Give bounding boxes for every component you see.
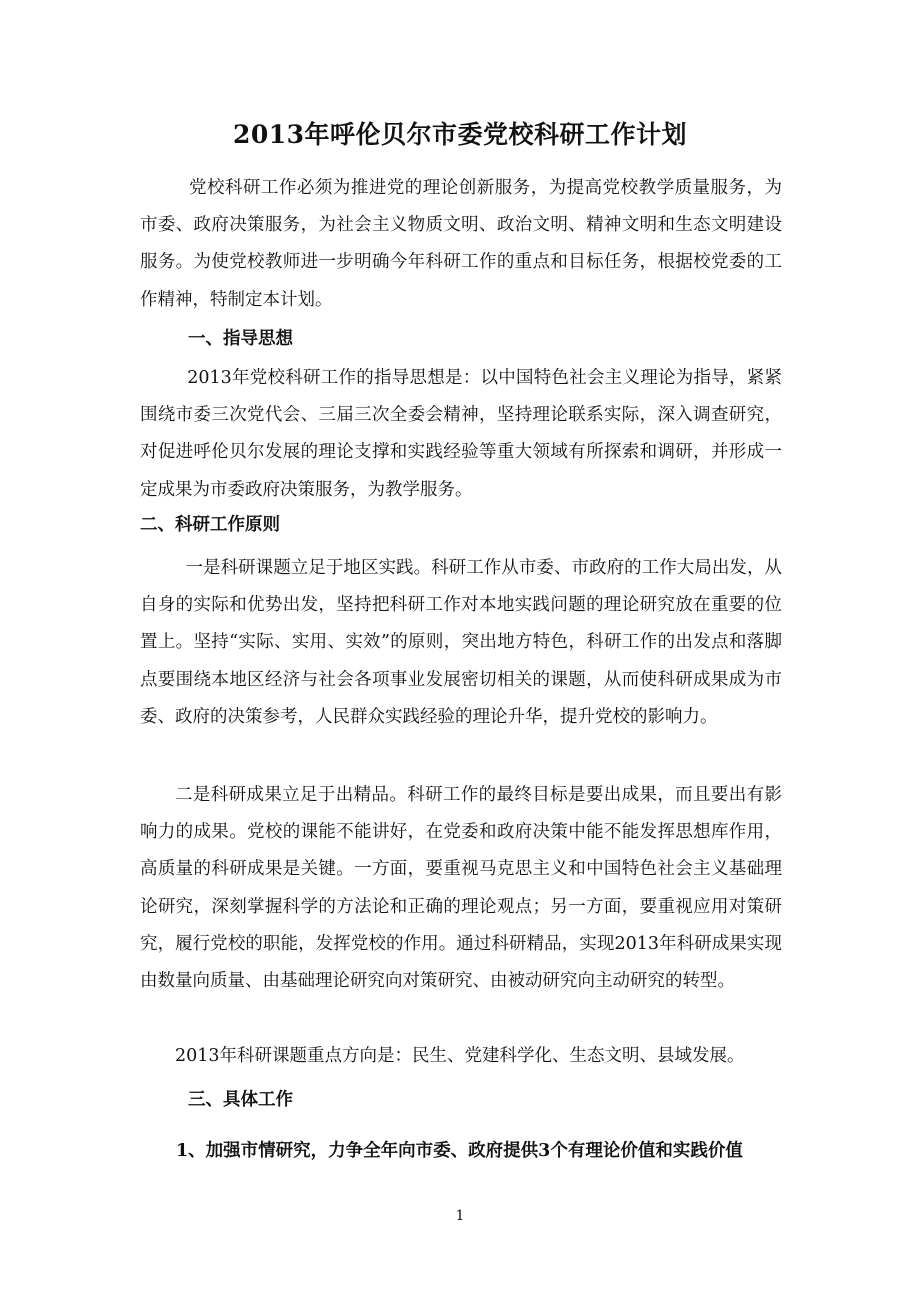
research-focus-paragraph: 2013年科研课题重点方向是：民生、党建科学化、生态文明、县域发展。 xyxy=(175,1046,745,1066)
work-item-1: 1、加强市情研究，力争全年向市委、政府提供3个有理论价值和实践价值 xyxy=(176,1141,743,1161)
guiding-ideology-paragraph: 2013年党校科研工作的指导思想是：以中国特色社会主义理论为指导，紧紧围绕市委三次党代会、三届三次全委会精神，坚持理论联系实际，深入调查研究，对促进呼伦贝尔发展的理论支撑和实践经验等重大领域有所探索和调研，并形成一定成果为市委政府决策服务，为教学服务。 xyxy=(140,368,782,500)
page-number: 1 xyxy=(455,1208,465,1224)
page-title: 2013年呼伦贝尔市委党校科研工作计划 xyxy=(232,120,688,149)
section-heading-specific-work: 三、具体工作 xyxy=(188,1090,293,1110)
section-heading-research-principles: 二、科研工作原则 xyxy=(140,515,280,535)
section-heading-guiding-ideology: 一、指导思想 xyxy=(188,329,293,349)
principle-one-paragraph: 一是科研课题立足于地区实践。科研工作从市委、市政府的工作大局出发，从自身的实际和优势出发，坚持把科研工作对本地实践问题的理论研究放在重要的位置上。坚持“实际、实用、实效”的原则，突出地方特色，科研工作的出发点和落脚点要围绕本地区经济与社会各项事业发展密切相关的课题，从而使科研成果成为市委、政府的决策参考，人民群众实践经验的理论升华，提升党校的影响力。 xyxy=(140,558,782,727)
intro-paragraph: 党校科研工作必须为推进党的理论创新服务，为提高党校教学质量服务，为市委、政府决策服务，为社会主义物质文明、政治文明、精神文明和生态文明建设服务。为使党校教师进一步明确今年科研工作的重点和目标任务，根据校党委的工作精神，特制定本计划。 xyxy=(140,178,782,310)
principle-two-paragraph: 二是科研成果立足于出精品。科研工作的最终目标是要出成果，而且要出有影响力的成果。党校的课能不能讲好，在党委和政府决策中能不能发挥思想库作用，高质量的科研成果是关键。一方面，要重视马克思主义和中国特色社会主义基础理论研究，深刻掌握科学的方法论和正确的理论观点；另一方面，要重视应用对策研究，履行党校的职能，发挥党校的作用。通过科研精品，实现2013年科研成果实现由数量向质量、由基础理论研究向对策研究、由被动研究向主动研究的转型。 xyxy=(140,785,782,992)
